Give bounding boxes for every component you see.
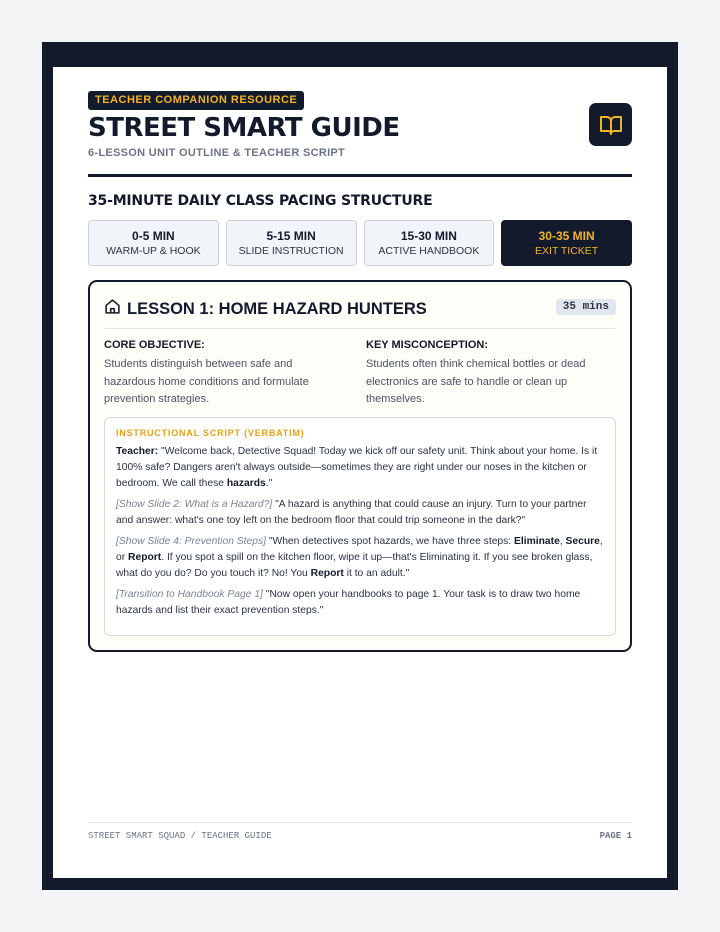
script-paragraph bbox=[116, 444, 604, 492]
lesson-header bbox=[104, 298, 427, 320]
script-text: it to an adult." bbox=[343, 568, 410, 579]
page-title: STREET SMART GUIDE bbox=[88, 113, 400, 143]
card-divider bbox=[104, 328, 616, 329]
pacing-label: ACTIVE HANDBOOK bbox=[378, 245, 480, 257]
pacing-structure bbox=[88, 220, 632, 266]
pacing-label: WARM-UP & HOOK bbox=[106, 245, 201, 257]
core-objective bbox=[104, 339, 334, 409]
stage-cue: [Show Slide 2: What is a Hazard?] bbox=[116, 499, 273, 510]
script-text: "A hazard is anything that could cause an injury. Turn to your partner and answer: what's one toy left on the bedroom floor that could trip someone in the dark?" bbox=[116, 499, 587, 526]
key-term: Report bbox=[128, 552, 162, 563]
misconception-text: Students often think chemical bottles or dead electronics are safe to handle or clean up themselves. bbox=[366, 358, 586, 405]
key-term: hazards bbox=[226, 478, 266, 489]
key-term: Report bbox=[310, 568, 344, 579]
script-text: , bbox=[559, 536, 566, 547]
lesson-title: LESSON 1: HOME HAZARD HUNTERS bbox=[127, 299, 427, 318]
pacing-block-slides bbox=[226, 220, 357, 266]
pacing-heading: 35-MINUTE DAILY CLASS PACING STRUCTURE bbox=[88, 193, 433, 209]
script-text: , or bbox=[116, 536, 603, 563]
pacing-label: EXIT TICKET bbox=[535, 245, 599, 257]
instructional-script bbox=[104, 417, 616, 636]
page-number: PAGE 1 bbox=[599, 831, 632, 841]
pacing-time: 0-5 MIN bbox=[132, 229, 175, 243]
lesson-card bbox=[88, 280, 632, 652]
pacing-block-handbook bbox=[364, 220, 495, 266]
footer-divider bbox=[88, 822, 632, 823]
pacing-block-exit-ticket bbox=[501, 220, 632, 266]
speaker-label: Teacher: bbox=[116, 446, 159, 457]
lesson-duration: 35 mins bbox=[556, 299, 616, 315]
resource-badge: TEACHER COMPANION RESOURCE bbox=[88, 91, 304, 110]
script-text: ." bbox=[265, 478, 273, 489]
script-paragraph bbox=[116, 587, 604, 619]
script-heading: INSTRUCTIONAL SCRIPT (VERBATIM) bbox=[116, 428, 305, 438]
script-text: "Now open your handbooks to page 1. Your task is to draw two home hazards and list their exact prevention steps." bbox=[116, 589, 581, 616]
objective-text: Students distinguish between safe and hazardous home conditions and formulate prevention strategies. bbox=[104, 358, 309, 405]
script-paragraph bbox=[116, 534, 604, 582]
key-term: Eliminate bbox=[514, 536, 560, 547]
document-sheet bbox=[53, 67, 667, 878]
key-term: Secure bbox=[565, 536, 600, 547]
pacing-label: SLIDE INSTRUCTION bbox=[238, 245, 344, 257]
book-icon bbox=[589, 103, 632, 146]
header-divider bbox=[88, 174, 632, 177]
pacing-time: 30-35 MIN bbox=[538, 229, 595, 243]
pacing-block-warmup bbox=[88, 220, 219, 266]
script-text: "Welcome back, Detective Squad! Today we kick off our safety unit. Think about your home. Is it 100% safe? Dangers aren't always outside—sometimes they are right under our noses in the kitchen or bedroom. We call these bbox=[116, 446, 598, 489]
script-paragraph bbox=[116, 497, 604, 529]
script-text: . If you spot a spill on the kitchen floor, wipe it up—that's Eliminating it. If you see broken glass, what do you do? Do you touch it? No! You bbox=[116, 552, 593, 579]
stage-cue: [Transition to Handbook Page 1] bbox=[116, 589, 263, 600]
page-subtitle: 6-LESSON UNIT OUTLINE & TEACHER SCRIPT bbox=[88, 147, 346, 159]
objective-label: CORE OBJECTIVE: bbox=[104, 339, 205, 351]
script-text: "When detectives spot hazards, we have three steps: bbox=[265, 536, 515, 547]
stage-cue: [Show Slide 4: Prevention Steps] bbox=[116, 536, 266, 547]
key-misconception bbox=[366, 339, 596, 409]
pacing-time: 15-30 MIN bbox=[400, 229, 457, 243]
pacing-time: 5-15 MIN bbox=[266, 229, 316, 243]
home-icon bbox=[104, 298, 121, 320]
misconception-label: KEY MISCONCEPTION: bbox=[366, 339, 489, 351]
footer-title: STREET SMART SQUAD / TEACHER GUIDE bbox=[88, 831, 272, 841]
